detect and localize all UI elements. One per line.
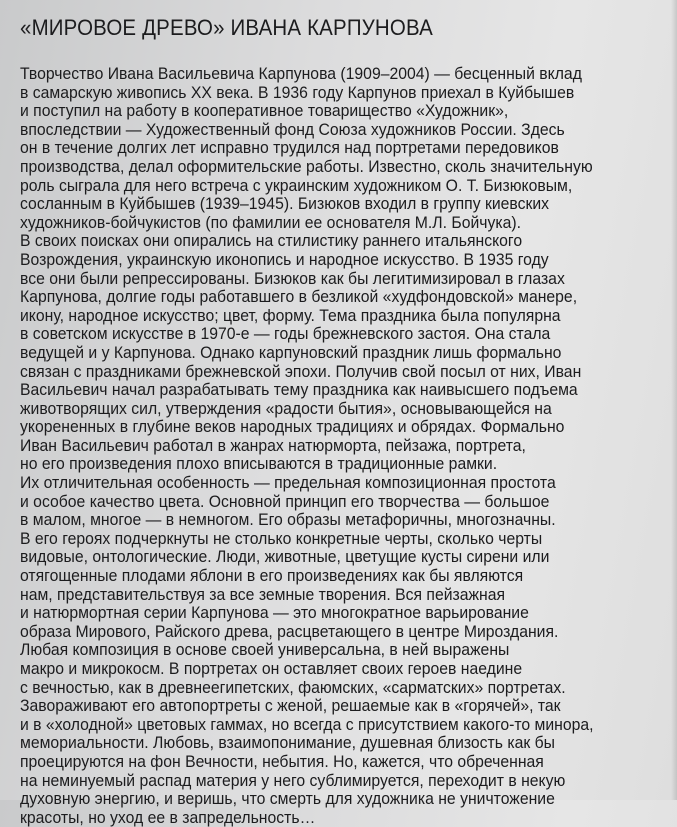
text-line: связан с праздниками брежневской эпохи. Получив свой посыл от них, Иван xyxy=(20,362,582,381)
text-line: Творчество Ивана Васильевича Карпунова (1909–2004) — бесценный вклад xyxy=(20,65,582,83)
page-title: «МИРОВОЕ ДРЕВО» ИВАНА КАРПУНОВА xyxy=(20,15,433,40)
text-line: впоследствии — Художественный фонд Союза художников России. Здесь xyxy=(20,120,565,139)
text-line: и натюрмортная серии Карпунова — это многократное варьирование xyxy=(20,604,529,623)
text-line: в малом, многое — в немногом. Его образы метафоричны, многозначны. xyxy=(20,511,556,530)
text-line: роль сыграла для него встреча с украинским художником О. Т. Бизюковым, xyxy=(20,176,573,195)
text-line: производства, делал оформительские работы. Известно, сколь значительную xyxy=(20,157,593,176)
text-line: Карпунова, долгие годы работавшего в безликой «худфондовской» манере, xyxy=(20,288,578,307)
text-line: проецируются на фон Вечности, небытия. Но, кажется, что обреченная xyxy=(20,752,544,771)
text-line: на неминуемый распад материя у него сублимируется, переходит в некую xyxy=(20,771,566,790)
text-line: Возрождения, украинскую иконопись и народное искусство. В 1935 году xyxy=(20,250,549,269)
text-line: образа Мирового, Райского древа, расцветающего в центре Мироздания. xyxy=(20,622,559,641)
text-line: и в «холодной» цветовых гаммах, но всегда с присутствием какого-то минора, xyxy=(20,715,594,734)
text-line: и поступил на работу в кооперативное товарищество «Художник», xyxy=(20,102,509,121)
panel-edge-shadow xyxy=(671,0,677,800)
text-line: но его произведения плохо вписываются в традиционные рамки. xyxy=(20,455,498,474)
text-line: Завораживают его автопортреты с женой, решаемые как в «горячей», так xyxy=(20,697,561,716)
text-line: макро и микрокосм. В портретах он оставляет своих героев наедине xyxy=(20,660,523,678)
text-line: В его героях подчеркнуты не столько конкретные черты, сколько черты xyxy=(20,529,543,548)
text-line: все они были репрессированы. Бизюков как бы легитимизировал в глазах xyxy=(20,269,565,288)
text-line: мемориальности. Любовь, взаимопонимание, душевная близость как бы xyxy=(20,734,555,753)
text-line: икону, народное искусство; цвет, форму. Тема праздника была популярна xyxy=(20,306,561,325)
text-line: в самарскую живопись XX века. В 1936 году Карпунов приехал в Куйбышев xyxy=(20,83,575,102)
text-line: укорененных в глубине веков народных традициях и обрядах. Формально xyxy=(20,418,565,437)
text-line: отягощенные плодами яблони в его произведениях как бы являются xyxy=(20,567,524,586)
text-line: В своих поисках они опирались на стилистику раннего итальянского xyxy=(20,232,523,251)
text-line: он в течение долгих лет исправно трудился над портретами передовиков xyxy=(20,139,559,158)
text-line: художников-бойчукистов (по фамилии ее основателя М.Л. Бойчука). xyxy=(20,213,522,232)
text-line: Любая композиция в основе своей универсальна, в ней выражены xyxy=(20,641,510,660)
text-line: сосланным в Куйбышев (1939–1945). Бизюков входил в группу киевских xyxy=(20,195,550,214)
text-line: Васильевич начал разрабатывать тему праздника как наивысшего подъема xyxy=(20,381,578,400)
text-line: животворящих сил, утверждения «радости бытия», основывающейся на xyxy=(20,399,552,418)
text-line: духовную энергию, и веришь, что смерть для художника не уничтожение xyxy=(20,790,555,809)
article-body xyxy=(20,65,659,827)
text-line: Иван Васильевич работал в жанрах натюрморта, пейзажа, портрета, xyxy=(20,436,526,455)
text-line: и особое качество цвета. Основной принцип его творчества — большое xyxy=(20,492,550,511)
text-line: в советском искусстве в 1970-е — годы брежневского застоя. Она стала xyxy=(20,325,551,344)
text-line: красоты, но уход ее в запредельность… xyxy=(20,808,316,827)
text-line: ведущей и у Карпунова. Однако карпуновский праздник лишь формально xyxy=(20,343,562,362)
text-line: видовые, онтологические. Люди, животные, цветущие кусты сирени или xyxy=(20,548,550,567)
text-line: нам, представительствуя за все земные творения. Вся пейзажная xyxy=(20,585,506,604)
text-line: с вечностью, как в древнеегипетских, фаюмских, «сарматских» портретах. xyxy=(20,678,566,697)
text-line: Их отличительная особенность — предельная композиционная простота xyxy=(20,474,556,493)
